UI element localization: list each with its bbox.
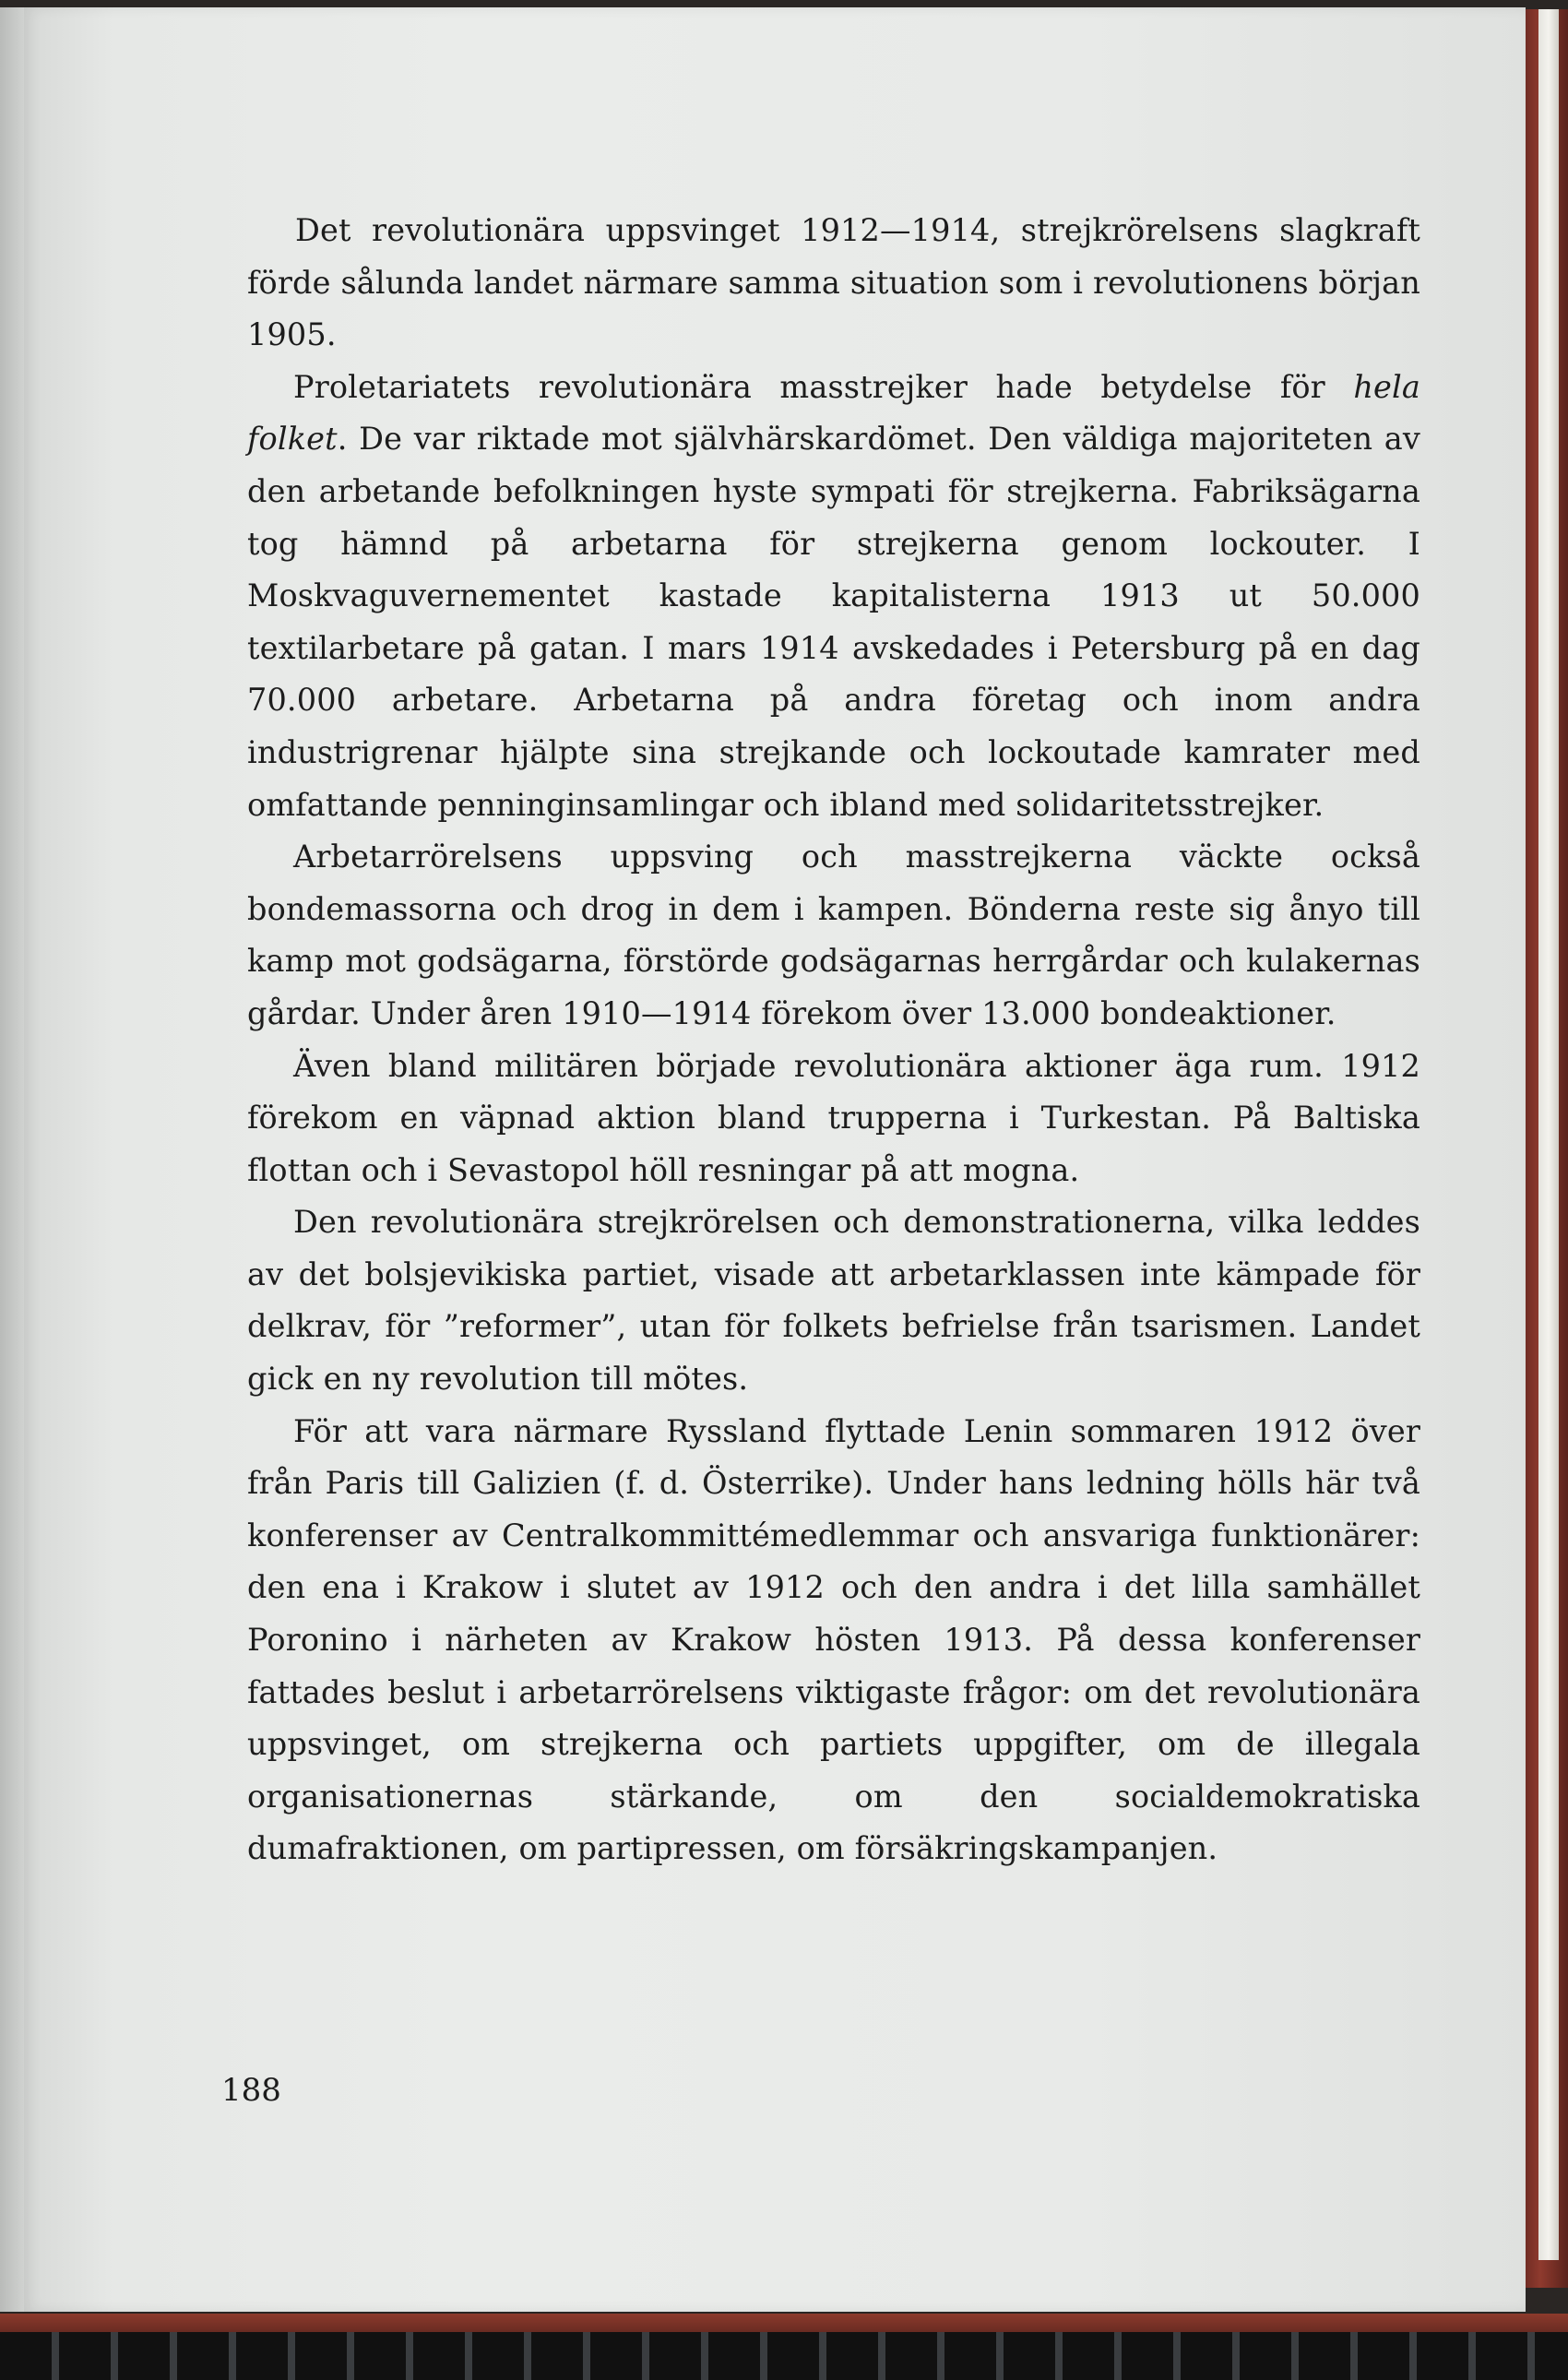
italic-phrase: hela folket <box>247 368 1420 458</box>
page-gutter <box>0 7 24 2312</box>
page-number: 188 <box>221 2072 281 2109</box>
body-text <box>247 205 1420 1875</box>
paragraph-4: Även bland militären började revolutionära aktioner äga rum. 1912 förekom en väpnad aktion bland trupperna i Turkestan. På Baltiska flottan och i Sevastopol höll resningar på att mogna. <box>247 1047 1420 1188</box>
page-stack-edge <box>1538 9 1559 2260</box>
paragraph-2: Proletariatets revolutionära masstrejker hade betydelse för hela folket. De var riktade mot självhärskardömet. Den väldiga majoriteten av den arbetande befolkningen hyste sympati för strejkerna. Fabriksägarna tog hämnd på arbetarna för strejkerna genom lockouter. I Moskvaguvernementet kastade kapitalisterna 1913 ut 50.000 textilarbetare på gatan. I mars 1914 avskedades i Petersburg på en dag 70.000 arbetare. Arbetarna på andra företag och inom andra industrigrenar hjälpte sina strejkande och lockoutade kamrater med omfattande penninginsamlingar och ibland med solidaritetsstrejker. <box>247 368 1420 823</box>
book-cover-edge-bottom <box>0 2314 1568 2332</box>
paragraph-1: Det revolutionära uppsvinget 1912—1914, strejkrörelsens slagkraft förde sålunda landet närmare samma situation som i revolutionens början 1905. <box>247 212 1420 353</box>
paragraph-5: Den revolutionära strejkrörelsen och demonstrationerna, vilka leddes av det bolsjevikiska partiet, visade att arbetarklassen inte kämpade för delkrav, för ”reformer”, utan för folkets befrielse från tsarismen. Landet gick en ny revolution till mötes. <box>247 1204 1420 1398</box>
scale-ruler <box>0 2332 1568 2380</box>
paragraph-3: Arbetarrörelsens uppsving och masstrejkerna väckte också bondemassorna och drog in dem i kampen. Bönderna reste sig ånyo till kamp mot godsägarna, förstörde godsägarnas herrgårdar och kulakernas gårdar. Under åren 1910—1914 förekom över 13.000 bondeaktioner. <box>247 839 1420 1031</box>
paragraph-6: För att vara närmare Ryssland flyttade Lenin sommaren 1912 över från Paris till Galizien (f. d. Österrike). Under hans ledning hölls här två konferenser av Centralkommittémedlemmar och ansvariga funktionärer: den ena i Krakow i slutet av 1912 och den andra i det lilla samhället Poronino i närheten av Krakow hösten 1913. På dessa konferenser fattades beslut i arbetarrörelsens viktigaste frågor: om det revolutionära uppsvinget, om strejkerna och partiets uppgifter, om de illegala organisationernas stärkande, om den socialdemokratiska dumafraktionen, om partipressen, om försäkringskampanjen. <box>247 1412 1420 1867</box>
